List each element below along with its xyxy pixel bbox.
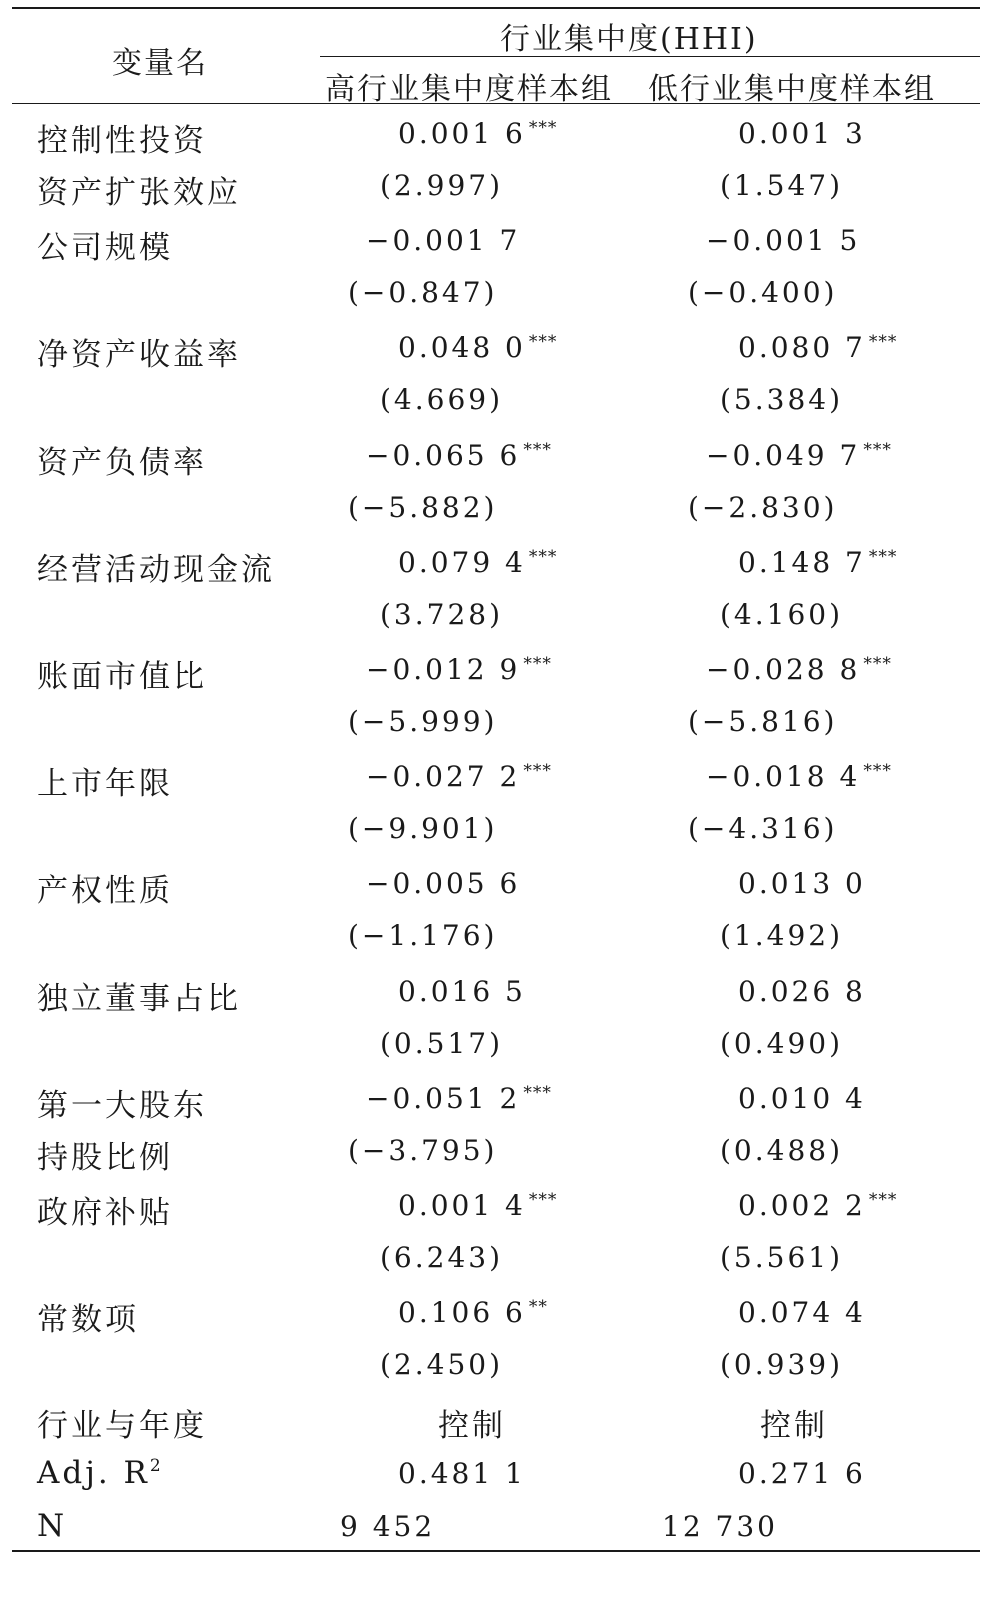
top-rule bbox=[12, 7, 980, 9]
t-stat-col2: (4.160) bbox=[720, 597, 844, 631]
t-stat-col2: (−0.400) bbox=[688, 276, 838, 310]
t-stat-col2: (0.490) bbox=[720, 1026, 844, 1060]
coef-col2: −0.028 8 *** bbox=[706, 653, 892, 686]
significance-stars: *** bbox=[863, 761, 892, 782]
significance-stars: *** bbox=[528, 546, 558, 567]
t-stat-col1: (−0.847) bbox=[348, 276, 498, 310]
variable-name: 独立董事占比 bbox=[37, 980, 241, 1017]
coef-col2: 0.074 4 bbox=[738, 1296, 866, 1330]
variable-name: 政府补贴 bbox=[37, 1195, 173, 1231]
significance-stars: *** bbox=[528, 118, 558, 138]
t-stat-col1: (2.997) bbox=[380, 169, 504, 202]
n-label: N bbox=[37, 1508, 68, 1544]
significance-stars: *** bbox=[528, 332, 558, 353]
variable-name: 产权性质 bbox=[37, 873, 173, 910]
t-stat-col2: (5.561) bbox=[720, 1241, 844, 1274]
variable-name: 第一大股东 bbox=[37, 1087, 207, 1124]
significance-stars: *** bbox=[523, 1082, 552, 1103]
industry-year-col1: 控制 bbox=[438, 1408, 506, 1444]
coef-col1: 0.001 6 *** bbox=[398, 117, 558, 150]
coef-col1: 0.079 4 *** bbox=[398, 545, 558, 579]
t-stat-col2: (5.384) bbox=[720, 383, 844, 417]
coef-col1: −0.012 9 *** bbox=[366, 653, 552, 686]
coef-col1: 0.001 4 *** bbox=[398, 1189, 558, 1222]
significance-stars: *** bbox=[868, 332, 898, 353]
variable-name: 常数项 bbox=[37, 1302, 139, 1339]
significance-stars: *** bbox=[868, 1190, 898, 1210]
t-stat-col1: (−3.795) bbox=[348, 1133, 498, 1167]
t-stat-col1: (3.728) bbox=[380, 597, 504, 631]
coef-col2: 0.013 0 bbox=[738, 867, 866, 901]
significance-stars: *** bbox=[523, 761, 552, 782]
t-stat-col1: (−9.901) bbox=[348, 812, 498, 846]
header-variable-name: 变量名 bbox=[112, 46, 208, 81]
coef-col2: 0.001 3 bbox=[738, 117, 866, 150]
adj-r2-col2: 0.271 6 bbox=[738, 1457, 866, 1490]
coef-col2: 0.080 7 *** bbox=[738, 331, 898, 365]
variable-name: 资产扩张效应 bbox=[37, 175, 241, 211]
coef-col2: −0.018 4 *** bbox=[706, 760, 892, 794]
significance-stars: *** bbox=[868, 546, 898, 567]
coef-col1: 0.106 6 ** bbox=[398, 1296, 548, 1330]
t-stat-col2: (−2.830) bbox=[688, 490, 838, 524]
t-stat-col1: (0.517) bbox=[380, 1026, 504, 1060]
t-stat-col1: (6.243) bbox=[380, 1241, 504, 1274]
t-stat-col2: (0.939) bbox=[720, 1348, 844, 1382]
t-stat-col1: (2.450) bbox=[380, 1348, 504, 1382]
significance-stars: *** bbox=[863, 654, 892, 674]
variable-name: 净资产收益率 bbox=[37, 337, 241, 374]
header-high-concentration: 高行业集中度样本组 bbox=[325, 72, 613, 107]
t-stat-col2: (1.547) bbox=[720, 169, 844, 202]
n-col1: 9 452 bbox=[340, 1510, 436, 1543]
coef-col2: 0.148 7 *** bbox=[738, 545, 898, 579]
t-stat-col1: (−5.882) bbox=[348, 490, 498, 524]
coef-col1: −0.005 6 bbox=[366, 867, 521, 901]
adj-r2-label: Adj. $R^2$ bbox=[37, 1455, 164, 1491]
coef-col1: −0.051 2 *** bbox=[366, 1081, 552, 1115]
significance-stars: *** bbox=[863, 439, 892, 460]
t-stat-col1: (4.669) bbox=[380, 383, 504, 417]
variable-name: 上市年限 bbox=[37, 766, 173, 803]
variable-name: 公司规模 bbox=[37, 230, 173, 267]
t-stat-col2: (−4.316) bbox=[688, 812, 838, 846]
variable-name: 持股比例 bbox=[37, 1139, 173, 1176]
t-stat-col1: (−1.176) bbox=[348, 919, 498, 953]
bottom-rule bbox=[12, 1550, 980, 1552]
coef-col1: −0.065 6 *** bbox=[366, 438, 552, 472]
significance-stars: *** bbox=[523, 654, 552, 674]
variable-name: 账面市值比 bbox=[37, 659, 207, 695]
header-hhi-group: 行业集中度(HHI) bbox=[500, 22, 758, 57]
t-stat-col2: (0.488) bbox=[720, 1133, 844, 1167]
coef-col2: −0.049 7 *** bbox=[706, 438, 892, 472]
variable-name: 资产负债率 bbox=[37, 444, 207, 481]
header-low-concentration: 低行业集中度样本组 bbox=[648, 72, 936, 107]
coef-col1: 0.048 0 *** bbox=[398, 331, 558, 365]
adj-r2-col1: 0.481 1 bbox=[398, 1457, 526, 1490]
t-stat-col2: (−5.816) bbox=[688, 705, 838, 738]
t-stat-col2: (1.492) bbox=[720, 919, 844, 953]
n-col2: 12 730 bbox=[662, 1510, 778, 1543]
coef-col2: 0.026 8 bbox=[738, 974, 866, 1008]
coef-col2: 0.010 4 bbox=[738, 1081, 866, 1115]
coef-col1: 0.016 5 bbox=[398, 974, 526, 1008]
coef-col1: −0.001 7 bbox=[366, 224, 521, 258]
t-stat-col1: (−5.999) bbox=[348, 705, 498, 738]
industry-year-label: 行业与年度 bbox=[37, 1408, 207, 1444]
significance-stars: *** bbox=[523, 439, 552, 460]
coef-col2: 0.002 2 *** bbox=[738, 1189, 898, 1222]
industry-year-col2: 控制 bbox=[760, 1408, 828, 1444]
coef-col2: −0.001 5 bbox=[706, 224, 861, 258]
variable-name: 经营活动现金流 bbox=[37, 551, 275, 588]
coef-col1: −0.027 2 *** bbox=[366, 760, 552, 794]
variable-name: 控制性投资 bbox=[37, 123, 207, 159]
significance-stars: *** bbox=[528, 1190, 558, 1210]
significance-stars: ** bbox=[528, 1297, 548, 1318]
